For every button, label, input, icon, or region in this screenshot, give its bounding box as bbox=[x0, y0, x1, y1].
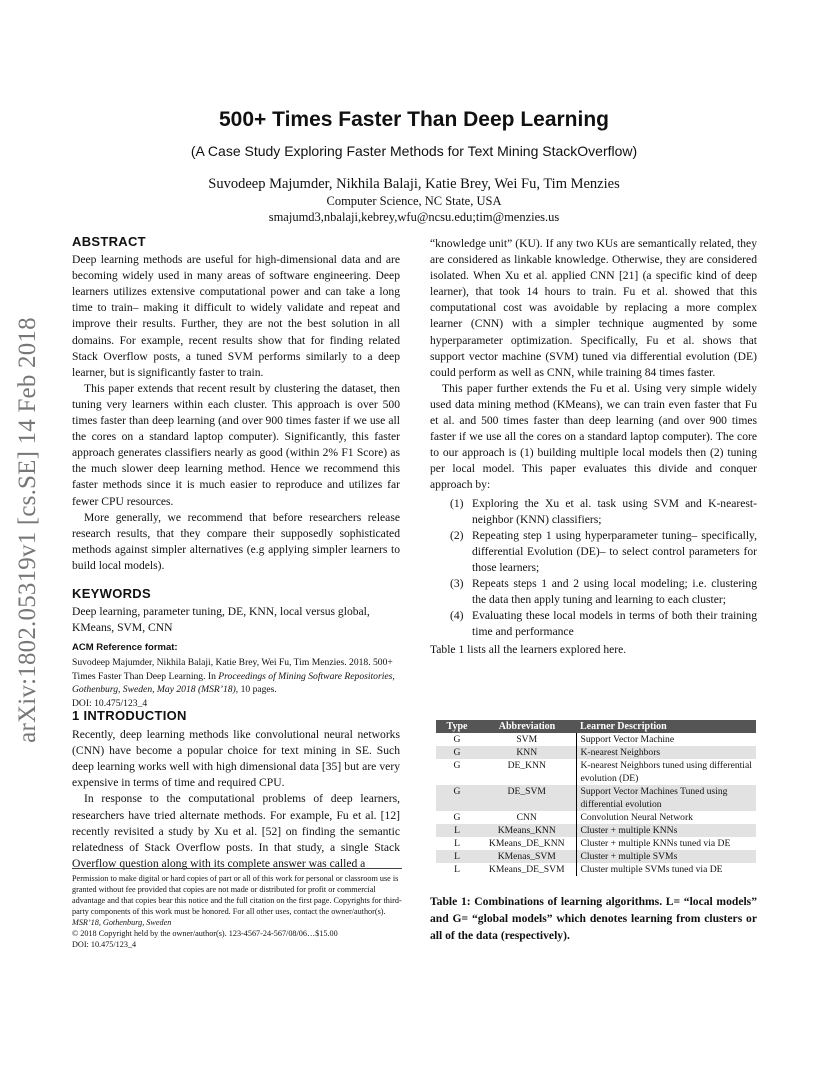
paper-subtitle: (A Case Study Exploring Faster Methods for Text Mining StackOverflow) bbox=[190, 143, 638, 159]
table-row bbox=[436, 837, 756, 850]
table-cell-description: Cluster + multiple SVMs bbox=[576, 850, 756, 863]
table-cell-type: L bbox=[454, 838, 460, 849]
table-cell-description: Support Vector Machine bbox=[576, 733, 756, 746]
table-row bbox=[436, 811, 756, 824]
table-row bbox=[436, 850, 756, 863]
acm-citation: Suvodeep Majumder, Nikhila Balaji, Katie Brey, Wei Fu, Tim Menzies. 2018. 500+ Times Faster Than Deep Learning. In bbox=[72, 657, 393, 682]
right-column bbox=[430, 236, 757, 658]
table-cell-abbreviation: KMeans_DE_KNN bbox=[478, 837, 576, 850]
step-text: Evaluating these local models in terms of both their training time and performance bbox=[472, 609, 757, 639]
acm-pages: 10 pages. bbox=[238, 684, 277, 696]
table-row bbox=[436, 863, 756, 876]
table-row bbox=[436, 824, 756, 837]
table-header-description: Learner Description bbox=[576, 720, 756, 733]
footer-venue: MSR’18, Gothenburg, Sweden bbox=[72, 918, 172, 927]
table-cell-description: Convolution Neural Network bbox=[576, 811, 756, 824]
step-number: (3) bbox=[450, 576, 464, 590]
table-cell-abbreviation: KMenas_SVM bbox=[478, 850, 576, 863]
table-cell-type: L bbox=[436, 850, 478, 863]
footer-copyright: © 2018 Copyright held by the owner/author(s). 123-4567-24-567/08/06…$15.00 bbox=[72, 929, 338, 938]
author-emails: smajumd3,nbalaji,kebrey,wfu@ncsu.edu;tim@menzies.us bbox=[268, 210, 560, 224]
table-cell-type: L bbox=[436, 824, 478, 837]
intro-paragraph-2: In response to the computational problems of deep learners, researchers have tried alternate methods. For example, Fu et al. [12] recently revisited a study by Xu et al. [52] on finding the semantic relatedness of Stack Overflow posts. In that study, a single Stack Overflow question along with its complete answer was called a bbox=[72, 792, 400, 870]
keywords-heading: KEYWORDS bbox=[72, 585, 151, 601]
table-cell-type: L bbox=[454, 864, 460, 875]
step-item bbox=[450, 576, 757, 608]
step-text: Repeating step 1 using hyperparameter tuning– specifically, differential Evolution (DE)– to select control parameters for those learners; bbox=[472, 528, 757, 574]
table-cell-description: K-nearest Neighbors bbox=[576, 746, 756, 759]
intro-paragraph-1: Recently, deep learning methods like convolutional neural networks (CNN) have become a popular choice for text mining in SE. Such deep learning works well with high dimensional data [35] but are very expensive in terms of time and required CPU. bbox=[72, 728, 400, 790]
table-cell-abbreviation: KMeans_KNN bbox=[478, 824, 576, 837]
abstract-heading: ABSTRACT bbox=[72, 234, 146, 249]
approach-steps bbox=[450, 496, 757, 641]
table-cell-abbreviation: DE_KNN bbox=[478, 759, 576, 785]
step-item bbox=[450, 496, 757, 528]
table-cell-description: Cluster multiple SVMs tuned via DE bbox=[576, 863, 756, 876]
abstract-paragraph-2: This paper extends that recent result by clustering the dataset, then tuning very learners within each cluster. This approach is over 500 times faster than deep learning (and over 900 times faster if we use all the cores on a standard laptop computer). Significantly, this faster approach generates classifiers nearly as good (within 2% F1 Score) as the much slower deep learning method. Hence we recommend this faster methods since it is much easier to reproduce and utilizes far fewer CPU resources. bbox=[72, 381, 400, 508]
step-text: Exploring the Xu et al. task using SVM and K-nearest-neighbor (KNN) classifiers; bbox=[472, 496, 757, 526]
table-body bbox=[436, 733, 756, 876]
table-row bbox=[436, 746, 756, 759]
step-item bbox=[450, 528, 757, 576]
table-cell-abbreviation: KNN bbox=[478, 746, 576, 759]
keywords-text: Deep learning, parameter tuning, DE, KNN, local versus global, KMeans, SVM, CNN bbox=[72, 605, 370, 635]
right-paragraph-3: Table 1 lists all the learners explored here. bbox=[430, 643, 627, 657]
step-number: (2) bbox=[450, 528, 464, 542]
table-cell-description: Support Vector Machines Tuned using differential evolution bbox=[576, 785, 756, 811]
right-paragraph-1: “knowledge unit” (KU). If any two KUs are semantically related, they are considered as linkable knowledge. Otherwise, they are considered isolated. When Xu et al. applied CNN [21] (a specific kind of deep learner), that took 14 hours to train. Fu et al. showed that this computational cost was avoidable by replacing a more complex learner (CNN) with a simpler technique augmented by some hyperparameter optimization. Specifically, Fu et al. shows that support vector machine (SVM) tuned via differential evolution (DE) could perform as well as CNN, while training 84 times faster. bbox=[430, 237, 757, 379]
arxiv-id: arXiv:1802.05319v1 [cs.SE] 14 Feb 2018 bbox=[14, 317, 41, 743]
table-row bbox=[436, 733, 756, 746]
table-header-type: Type bbox=[436, 720, 478, 733]
table-row bbox=[436, 785, 756, 811]
acm-venue: Proceedings of Mining Software Repositories, Gothenburg, Sweden, May 2018 (MSR’18), bbox=[72, 670, 395, 696]
table-cell-type: G bbox=[453, 760, 461, 771]
step-number: (4) bbox=[450, 609, 464, 623]
table-header-abbreviation: Abbreviation bbox=[478, 720, 576, 733]
table-cell-abbreviation: CNN bbox=[478, 811, 576, 824]
affiliation: Computer Science, NC State, USA bbox=[326, 194, 502, 208]
arxiv-stamp bbox=[8, 290, 48, 770]
table-header-row bbox=[436, 720, 756, 733]
table-cell-description: K-nearest Neighbors tuned using differential evolution (DE) bbox=[576, 759, 756, 785]
table-cell-description: Cluster + multiple KNNs bbox=[576, 824, 756, 837]
learners-table bbox=[436, 720, 756, 876]
step-item bbox=[450, 608, 757, 640]
table-cell-abbreviation: DE_SVM bbox=[478, 785, 576, 811]
acm-reference-heading: ACM Reference format: bbox=[72, 642, 178, 654]
abstract-paragraph-1: Deep learning methods are useful for high-dimensional data and are becoming widely used in many areas of software engineering. Deep learners utilizes extensive computational power and can take a long time to train– making it difficult to widely validate and repeat and improve their results. Further, they are not the best solution in all domains. For example, recent results show that for finding related Stack Overflow posts, a tuned SVM performs similarly to a deep learner, but is significantly faster to train. bbox=[72, 253, 400, 379]
table-cell-abbreviation: KMeans_DE_SVM bbox=[478, 863, 576, 876]
table-caption: Table 1: Combinations of learning algorithms. L= “local models” and G= “global models” which denotes learning from clusters or all of the data (respectively). bbox=[430, 895, 757, 942]
table-cell-type: G bbox=[436, 785, 478, 811]
table-row bbox=[436, 759, 756, 785]
author-list: Suvodeep Majumder, Nikhila Balaji, Katie Brey, Wei Fu, Tim Menzies bbox=[208, 176, 620, 192]
introduction-heading: 1 INTRODUCTION bbox=[72, 708, 187, 723]
introduction-section bbox=[72, 708, 400, 872]
paper-title: 500+ Times Faster Than Deep Learning bbox=[218, 108, 609, 131]
copyright-footnote bbox=[72, 868, 402, 950]
left-column bbox=[72, 234, 400, 710]
abstract-paragraph-3: More generally, we recommend that before researchers release research results, that they compare their supposedly sophisticated methods against simpler alternatives (e.g applying simpler learners to build local models). bbox=[72, 510, 400, 572]
table-cell-abbreviation: SVM bbox=[478, 733, 576, 746]
step-number: (1) bbox=[450, 496, 464, 510]
table-cell-type: G bbox=[436, 746, 478, 759]
acm-reference bbox=[72, 656, 400, 710]
table-cell-type: G bbox=[453, 812, 461, 823]
table-cell-description: Cluster + multiple KNNs tuned via DE bbox=[576, 837, 756, 850]
acm-doi: DOI: 10.475/123_4 bbox=[72, 697, 148, 709]
footer-doi: DOI: 10.475/123_4 bbox=[72, 940, 137, 949]
right-paragraph-2: This paper further extends the Fu et al. Using very simple widely used data mining method (KMeans), we can train even faster that Fu et al. and 500 times faster than deep learning (and over 900 times faster if we use all the cores on a standard laptop computer). The core to our approach is (1) building multiple local models then (2) tuning per local model. This paper evaluates this divide and conquer approach by: bbox=[430, 381, 757, 492]
step-text: Repeats steps 1 and 2 using local modeling; i.e. clustering the data then apply tuning and learning to each cluster; bbox=[472, 576, 757, 607]
permission-notice: Permission to make digital or hard copies of part or all of this work for personal or classroom use is granted without fee provided that copies are not made or distributed for profit or commercial advantage and that copies bear this notice and the full citation on the first page. Copyrights for third-party components of this work must be honored. For all other uses, contact the owner/author(s). bbox=[72, 874, 402, 916]
table-cell-type: G bbox=[453, 734, 461, 745]
